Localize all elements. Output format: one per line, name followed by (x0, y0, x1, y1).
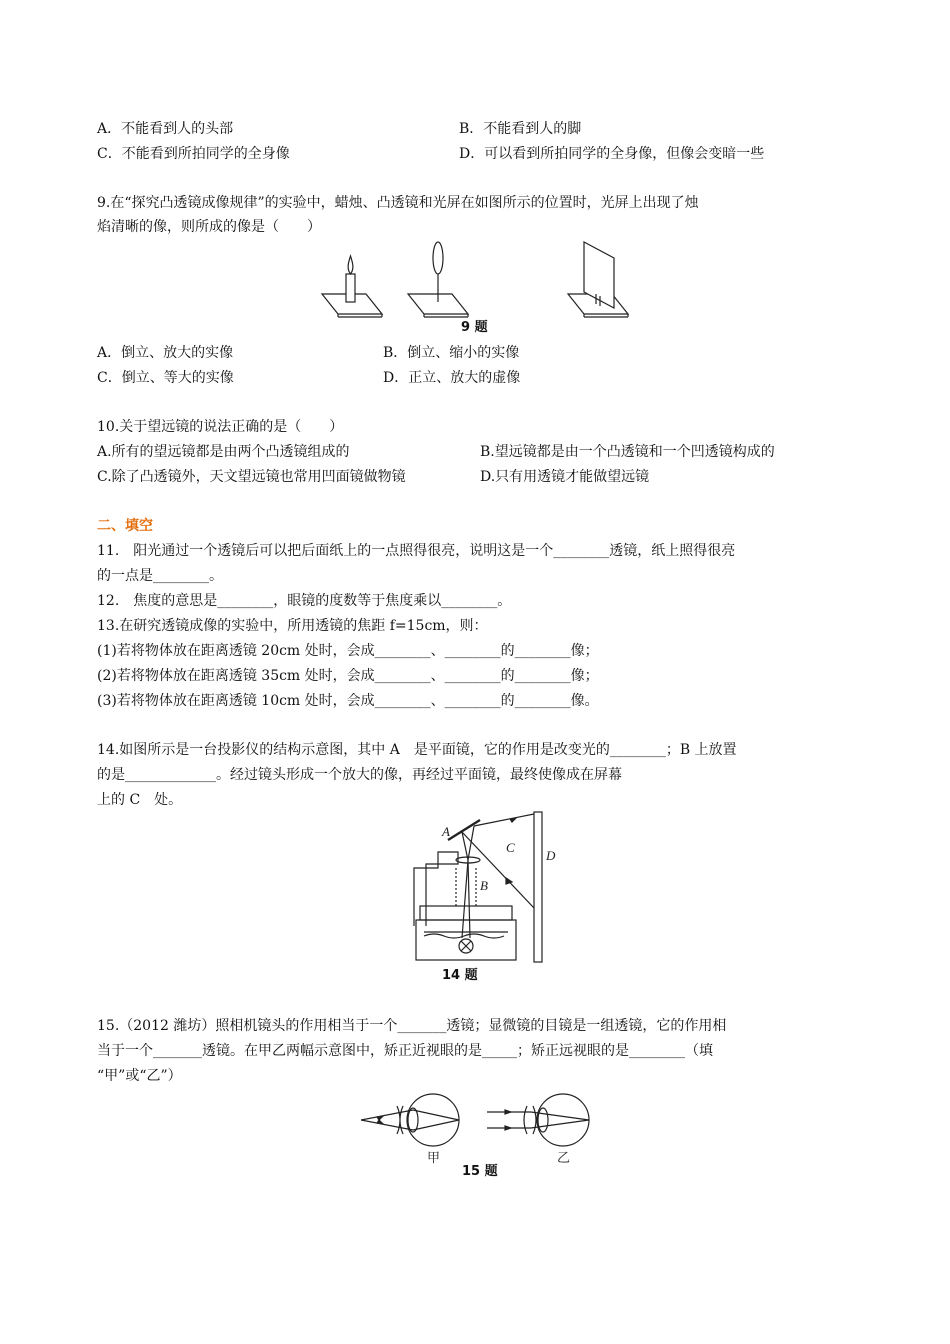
projector-arm (414, 852, 458, 926)
q8-option-c: C．不能看到所拍同学的全身像 (97, 146, 290, 162)
q14-line3: 上的 C 处。 (97, 792, 183, 808)
projector-diagram (410, 808, 570, 968)
q10-stem: 10.关于望远镜的说法正确的是（ ） (97, 419, 344, 435)
q11-line1: 11. 阳光通过一个透镜后可以把后面纸上的一点照得很亮，说明这是一个________透镜，纸上照得很亮 (97, 543, 736, 559)
q9-figure (318, 236, 636, 324)
projector-stage (420, 906, 512, 920)
label-c: C (506, 840, 515, 855)
q14-caption: 14 题 (442, 968, 478, 983)
eye-yi (537, 1094, 589, 1146)
label-jia: 甲 (427, 1150, 441, 1165)
q15-line3: “甲”或“乙”） (97, 1068, 182, 1084)
q9-option-d: D．正立、放大的虚像 (383, 370, 521, 386)
q10-option-c: C.除了凸透镜外，天文望远镜也常用凹面镜做物镜 (97, 469, 406, 485)
convex-lens (433, 242, 443, 274)
q9-option-a: A．倒立、放大的实像 (97, 345, 234, 361)
q10-option-b: B.望远镜都是由一个凸透镜和一个凹透镜构成的 (480, 444, 775, 460)
q10-option-d: D.只有用透镜才能做望远镜 (480, 469, 650, 485)
section-title-fill-blank: 二、填空 (97, 518, 153, 534)
q14-line2: 的是_____________。经过镜头形成一个放大的像，再经过平面镜，最终使像成在屏幕 (97, 767, 622, 783)
plane-mirror (448, 820, 480, 840)
q12-line: 12. 焦度的意思是________，眼镜的度数等于焦度乘以________。 (97, 593, 512, 609)
q9-option-b: B．倒立、缩小的实像 (383, 345, 520, 361)
q9-caption: 9 题 (461, 320, 488, 335)
eye-jia (407, 1094, 459, 1146)
q15-caption: 15 题 (462, 1164, 498, 1179)
q13-stem: 13.在研究透镜成像的实验中，所用透镜的焦距 f=15cm，则： (97, 618, 488, 634)
q9-stem-line1: 9.在“探究凸透镜成像规律”的实验中，蜡烛、凸透镜和光屏在如图所示的位置时，光屏上出现了烛 (97, 195, 699, 211)
convex-lens-yi (524, 1106, 536, 1134)
q15-line2: 当于一个_______透镜。在甲乙两幅示意图中，矫正近视眼的是_____；矫正远视眼的是________（填 (97, 1043, 713, 1059)
label-a: A (442, 824, 450, 839)
q11-line2: 的一点是________。 (97, 568, 223, 584)
eye-jia-lens (408, 1108, 418, 1132)
q8-option-d: D．可以看到所拍同学的全身像，但像会变暗一些 (459, 146, 765, 162)
candle (346, 274, 355, 302)
projection-screen (534, 812, 542, 962)
q14-line1: 14.如图所示是一台投影仪的结构示意图，其中 A 是平面镜，它的作用是改变光的________；B 上放置 (97, 742, 737, 758)
projector-box (416, 920, 516, 960)
q13-part3: (3)若将物体放在距离透镜 10cm 处时，会成________、________的________像。 (97, 693, 599, 709)
q13-part1: (1)若将物体放在距离透镜 20cm 处时，会成________、________的________像； (97, 643, 599, 659)
label-d: D (546, 848, 556, 863)
candle-flame (348, 256, 353, 274)
q8-option-a: A．不能看到人的头部 (97, 121, 234, 137)
q10-option-a: A.所有的望远镜都是由两个凸透镜组成的 (97, 444, 350, 460)
label-yi: 乙 (557, 1150, 571, 1165)
concave-lens-jia (397, 1106, 403, 1134)
q8-option-b: B．不能看到人的脚 (459, 121, 582, 137)
q13-part2: (2)若将物体放在距离透镜 35cm 处时，会成________、________的________像； (97, 668, 599, 684)
eye-correction-diagram (355, 1090, 605, 1170)
label-b: B (480, 878, 488, 893)
q9-option-c: C．倒立、等大的实像 (97, 370, 234, 386)
q15-line1: 15.（2012 潍坊）照相机镜头的作用相当于一个_______透镜；显微镜的目镜是一组透镜，它的作用相 (97, 1018, 727, 1034)
q9-stem-line2: 焰清晰的像，则所成的像是（ ） (97, 219, 321, 235)
eye-yi-lens (538, 1108, 548, 1132)
